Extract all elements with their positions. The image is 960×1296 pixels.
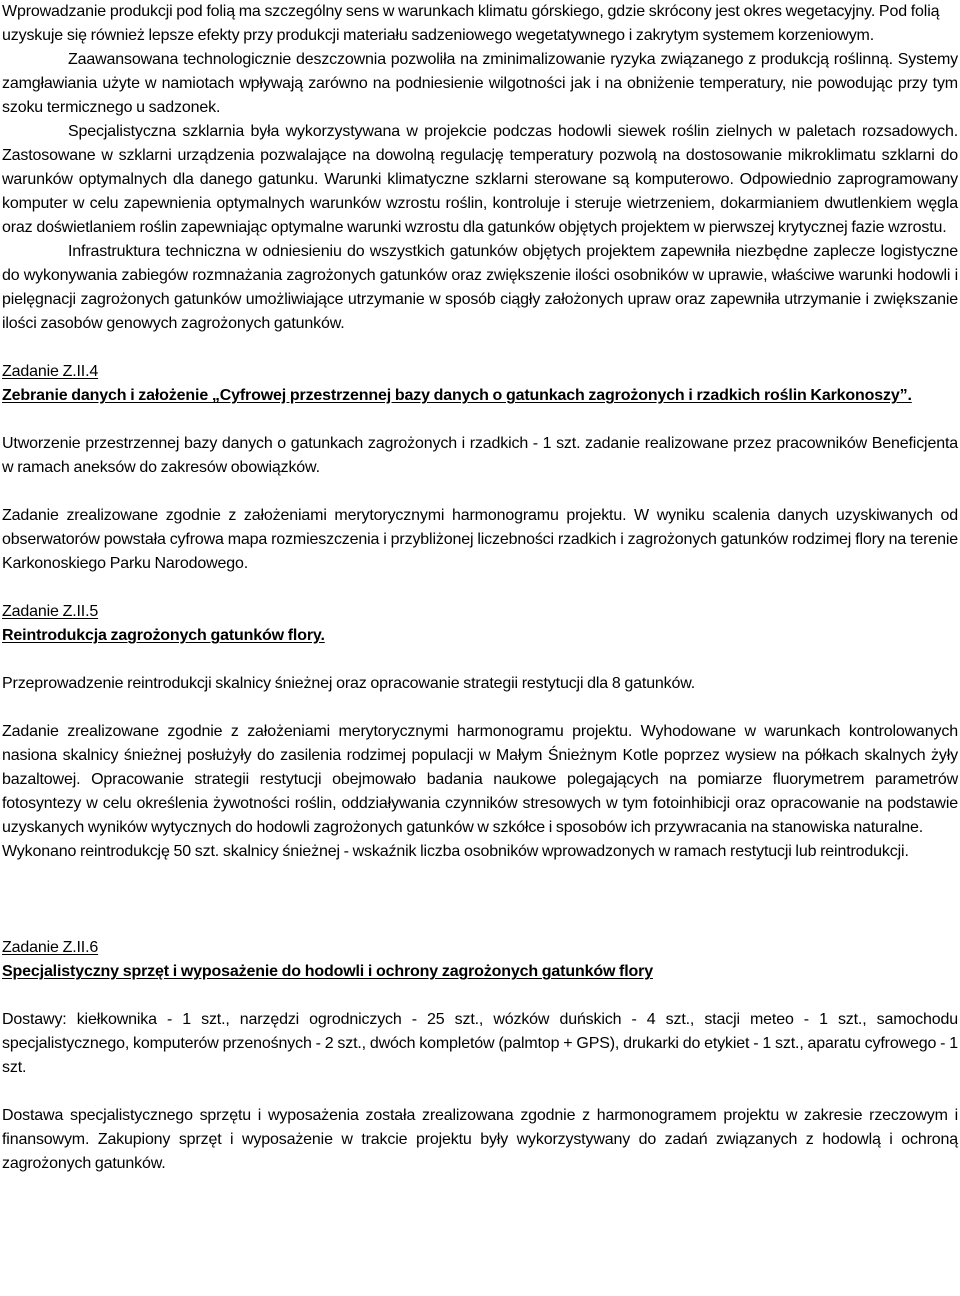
task-6-paragraph-1: Dostawy: kiełkownika - 1 szt., narzędzi ogrodniczych - 25 szt., wózków duńskich - 4 szt., stacji meteo - 1 szt., samochodu specjalistycznego, komputerów przenośnych - 2 szt., dwóch kompletów (palmtop + GPS), drukarki do etykiet - 1 szt., aparatu cyfrowego - 1 szt. — [2, 1011, 958, 1076]
task-4-paragraph-1: Utworzenie przestrzennej bazy danych o gatunkach zagrożonych i rzadkich - 1 szt. zadanie realizowane przez pracowników Beneficjenta w ramach aneksów do zakresów obowiązków. — [2, 435, 958, 476]
task-4-label: Zadanie Z.II.4 — [2, 363, 99, 380]
task-5-title: Reintrodukcja zagrożonych gatunków flory. — [2, 627, 325, 644]
task-4-paragraph-2: Zadanie zrealizowane zgodnie z założeniami merytorycznymi harmonogramu projektu. W wyniku scalenia danych uzyskiwanych od obserwatorów powstała cyfrowa mapa rozmieszczenia i przybliżonej liczebności rzadkich i zagrożonych gatunków rodzimej flory na terenie Karkonoskiego Parku Narodowego. — [2, 507, 958, 572]
spacer — [2, 1080, 958, 1104]
task-4-title: Zebranie danych i założenie „Cyfrowej przestrzennej bazy danych o gatunkach zagrożonych i rzadkich roślin Karkonoszy”. — [2, 387, 912, 404]
spacer — [2, 336, 958, 360]
task-6-label: Zadanie Z.II.6 — [2, 939, 99, 956]
spacer — [2, 408, 958, 432]
spacer — [2, 576, 958, 600]
task-5-paragraph-3: Wykonano reintrodukcję 50 szt. skalnicy śnieżnej - wskaźnik liczba osobników wprowadzonych w ramach restytucji lub reintrodukcji. — [2, 843, 909, 860]
intro-paragraph-3: Specjalistyczna szklarnia była wykorzystywana w projekcie podczas hodowli siewek roślin zielnych w paletach rozsadowych. Zastosowane w szklarni urządzenia pozwalające na dowolną regulację temperatury pozwolą na dostosowanie mikroklimatu szklarni do warunków optymalnych dla danego gatunku. Warunki klimatyczne szklarni sterowane są komputerowo. Odpowiednio zaprogramowany komputer w celu zapewnienia optymalnych warunków wzrostu roślin, kontroluje i steruje wietrzeniem, dokarmianiem dwutlenkiem węgla oraz doświetlaniem roślin zapewniając optymalne warunki wzrostu dla gatunków objętych projektem w pierwszej krytycznej fazie wzrostu. — [2, 123, 958, 236]
task-5-paragraph-2: Zadanie zrealizowane zgodnie z założeniami merytorycznymi harmonogramu projektu. Wyhodowane w warunkach kontrolowanych nasiona skalnicy śnieżnej posłużyły do zasilenia rodzimej populacji w Małym Śnieżnym Kotle poprzez wysiew na półkach skalnych żyły bazaltowej. Opracowanie strategii restytucji obejmowało badania naukowe polegających na pomiarze fluorymetrem parametrów fotosyntezy w celu określenia żywotności roślin, oddziaływania czynników stresowych w tym fotoinhibicji oraz opracowanie na podstawie uzyskanych wyników wytycznych do hodowli zagrożonych gatunków w szkółce i sposobów ich przywracania na stanowiska naturalne. — [2, 723, 958, 836]
task-5-paragraph-1: Przeprowadzenie reintrodukcji skalnicy śnieżnej oraz opracowanie strategii restytucji dla 8 gatunków. — [2, 675, 696, 692]
spacer — [2, 696, 958, 720]
task-5-label: Zadanie Z.II.5 — [2, 603, 99, 620]
task-6-paragraph-2: Dostawa specjalistycznego sprzętu i wyposażenia została zrealizowana zgodnie z harmonogramem projektu w zakresie rzeczowym i finansowym. Zakupiony sprzęt i wyposażenie w trakcie projektu były wykorzystywany do zadań związanych z hodowlą i ochroną zagrożonych gatunków. — [2, 1107, 958, 1172]
spacer — [2, 648, 958, 672]
intro-paragraph-1: Wprowadzanie produkcji pod folią ma szczególny sens w warunkach klimatu górskiego, gdzie skrócony jest okres wegetacyjny. Pod folią uzyskuje się również lepsze efekty przy produkcji materiału sadzeniowego wegetatywnego i zakrytym systemem korzeniowym. — [2, 3, 940, 44]
spacer — [2, 480, 958, 504]
task-6-title: Specjalistyczny sprzęt i wyposażenie do hodowli i ochrony zagrożonych gatunków flory — [2, 963, 653, 980]
intro-paragraph-4: Infrastruktura techniczna w odniesieniu do wszystkich gatunków objętych projektem zapewniła niezbędne zaplecze logistyczne do wykonywania zabiegów rozmnażania zagrożonych gatunków oraz zwiększenie ilości osobników w uprawie, właściwe warunki hodowli i pielęgnacji zagrożonych gatunków umożliwiające utrzymanie w sposób ciągły założonych upraw oraz zapewniła utrzymanie i zwiększanie ilości zasobów genowych zagrożonych gatunków. — [2, 243, 958, 332]
spacer — [2, 984, 958, 1008]
spacer — [2, 864, 958, 936]
intro-paragraph-2: Zaawansowana technologicznie deszczownia pozwoliła na zminimalizowanie ryzyka związanego z produkcją roślinną. Systemy zamgławiania użyte w namiotach wpływają zarówno na podniesienie wilgotności jak i na obniżenie temperatury, nie powodując przy tym szoku termicznego u sadzonek. — [2, 51, 958, 116]
document-page — [2, 0, 958, 1176]
